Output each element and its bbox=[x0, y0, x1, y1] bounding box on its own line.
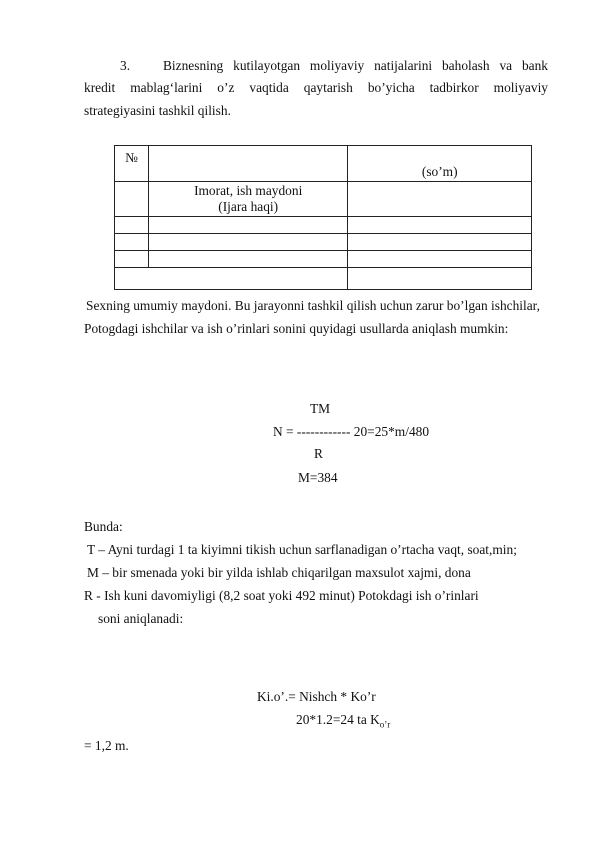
table-header-number: № bbox=[115, 146, 149, 182]
definitions-title: Bunda: bbox=[84, 519, 123, 534]
formula2-main: 20*1.2=24 ta K bbox=[296, 712, 380, 727]
table-header-empty bbox=[148, 146, 348, 182]
cost-table bbox=[114, 145, 532, 290]
table-cell bbox=[148, 217, 348, 234]
formula-result: M=384 bbox=[298, 470, 338, 485]
table-cell bbox=[148, 234, 348, 251]
table-cell bbox=[148, 251, 348, 268]
heading-line-1: Biznesning kutilayotgan moliyaviy natijalarini baholash va bank bbox=[163, 58, 548, 73]
building-label: Imorat, ish maydoni bbox=[194, 183, 303, 198]
table-total-label-cell bbox=[115, 268, 348, 290]
formula2-result: = 1,2 m. bbox=[84, 738, 129, 753]
heading-line-2: kredit mablag‘larini o’z vaqtida qaytarish bo’yicha tadbirkor moliyaviy bbox=[84, 80, 548, 95]
definition-t: T – Ayni turdagi 1 ta kiyimni tikish uchun sarflanadigan o’rtacha vaqt, soat,min; bbox=[87, 542, 517, 557]
table-cell bbox=[348, 217, 532, 234]
table-cell bbox=[348, 251, 532, 268]
formula2-line-1: Ki.o’.= Nishch * Ko’r bbox=[257, 689, 376, 704]
rent-label: (Ijara haqi) bbox=[218, 199, 279, 214]
paragraph-line-2: Potogdagi ishchilar va ish o’rinlari sonini quyidagi usullarda aniqlash mumkin: bbox=[84, 321, 509, 336]
table-cell-building bbox=[148, 182, 348, 217]
formula2-subscript: o’r bbox=[379, 719, 391, 730]
table-cell bbox=[348, 234, 532, 251]
table-cell bbox=[348, 182, 532, 217]
table-cell bbox=[115, 217, 149, 234]
formula-main: N = ------------ 20=25*m/480 bbox=[273, 424, 430, 439]
definition-r: R - Ish kuni davomiyligi (8,2 soat yoki 492 minut) Potokdagi ish o’rinlari bbox=[84, 588, 479, 603]
heading-number: 3. bbox=[120, 58, 131, 73]
table-cell bbox=[115, 182, 149, 217]
table-header-currency: (so’m) bbox=[348, 146, 532, 182]
paragraph-line-1: Sexning umumiy maydoni. Bu jarayonni tashkil qilish uchun zarur bo’lgan ishchilar, bbox=[86, 298, 540, 313]
formula-numerator: TM bbox=[310, 401, 331, 416]
formula-denominator: R bbox=[314, 446, 323, 461]
definition-r-continued: soni aniqlanadi: bbox=[98, 611, 184, 626]
table-cell bbox=[115, 234, 149, 251]
formula2-line-2 bbox=[296, 711, 390, 734]
table-cell bbox=[115, 251, 149, 268]
definition-m: M – bir smenada yoki bir yilda ishlab chiqarilgan maxsulot xajmi, dona bbox=[87, 565, 471, 580]
table-total-value-cell bbox=[348, 268, 532, 290]
heading-line-3: strategiyasini tashkil qilish. bbox=[84, 103, 231, 118]
